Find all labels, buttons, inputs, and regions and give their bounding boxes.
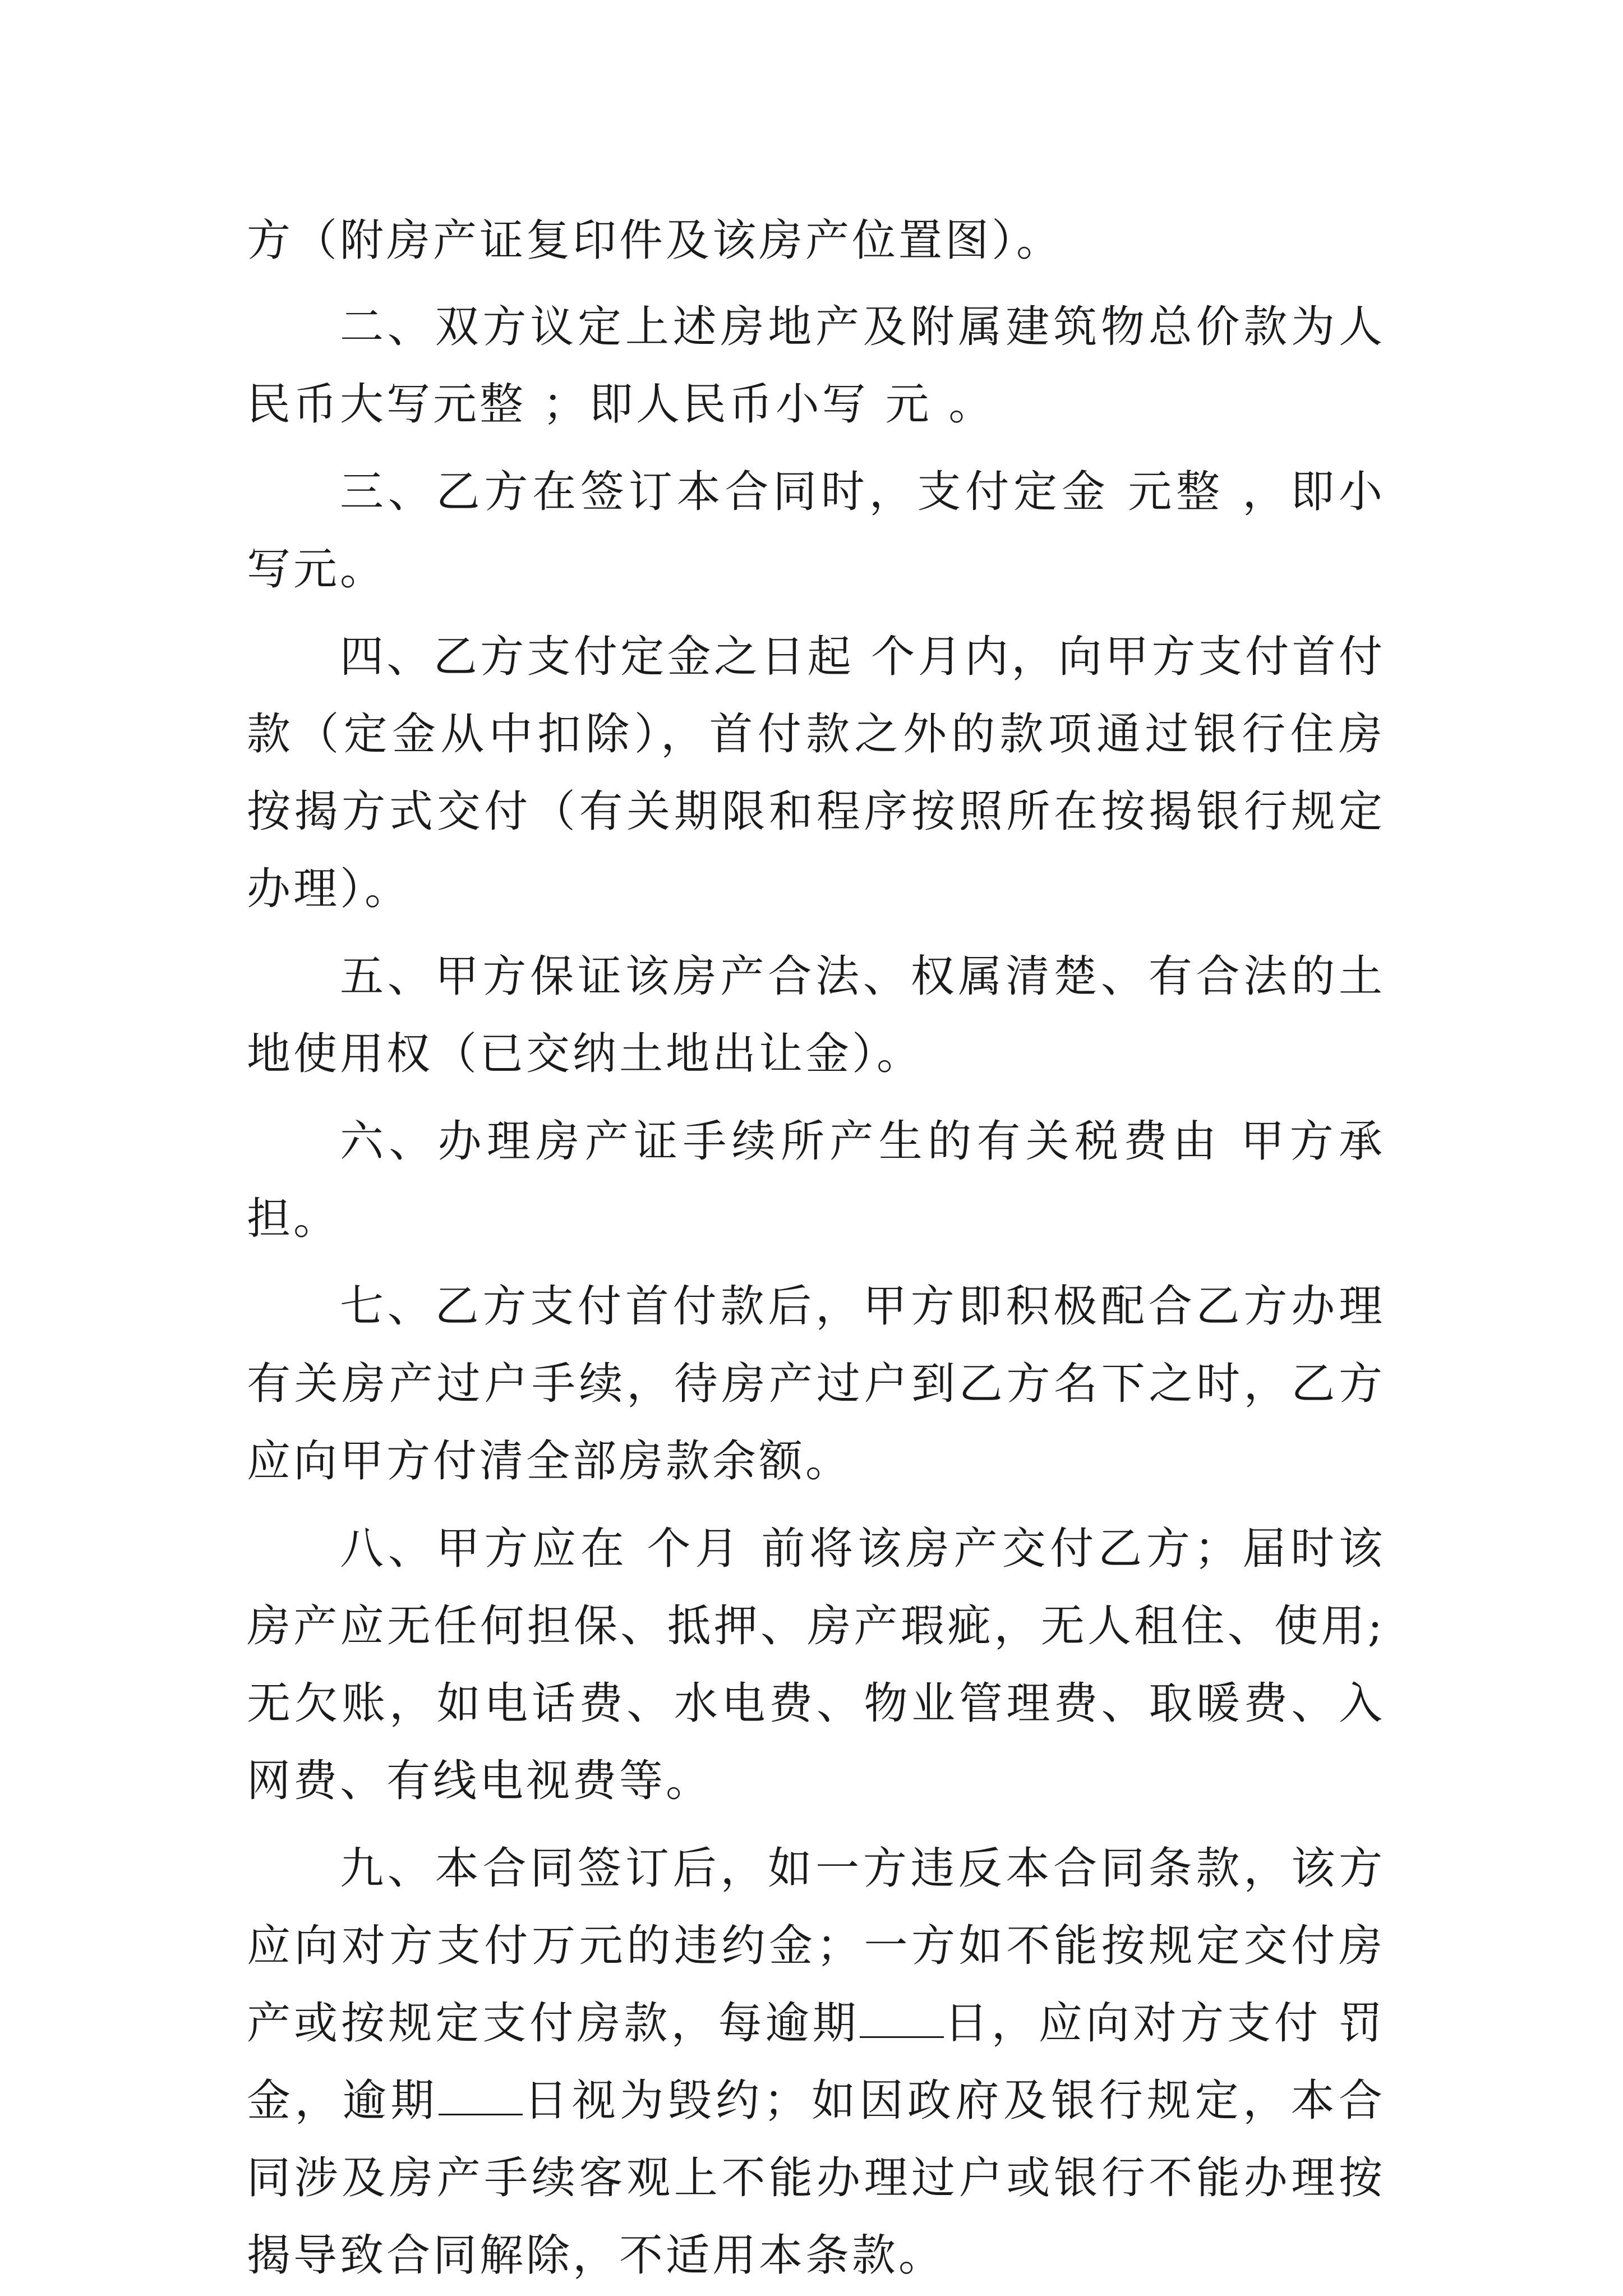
clause-8-handover: 八、甲方应在 个月 前将该房产交付乙方；届时该房产应无任何担保、抵押、房产瑕疵，无人租住、使用;无欠账，如电话费、水电费、物业管理费、取暖费、入网费、有线电视费等。 <box>247 1524 1385 1806</box>
clause-9-text-part2: 日，应向对方支付 罚金，逾期 <box>247 1998 1385 2126</box>
clause-5-seller-guarantee: 五、甲方保证该房产合法、权属清楚、有合法的土地使用权（已交纳土地出让金）。 <box>247 951 1385 1079</box>
clause-7-transfer: 七、乙方支付首付款后，甲方即积极配合乙方办理有关房产过户手续，待房产过户到乙方名下之时，乙方应向甲方付清全部房款余额。 <box>247 1281 1385 1487</box>
clause-2-total-price: 二、双方议定上述房地产及附属建筑物总价款为人民币大写元整 ；即人民币小写 元 。 <box>247 302 1385 430</box>
clause-3-deposit: 三、乙方在签订本合同时，支付定金 元整 ，即小写元。 <box>247 467 1385 595</box>
paragraph-continuation: 方（附房产证复印件及该房产位置图）。 <box>247 215 1063 266</box>
clause-4-down-payment: 四、乙方支付定金之日起 个月内，向甲方支付首付款（定金从中扣除），首付款之外的款项通过银行住房按揭方式交付（有关期限和程序按照所在按揭银行规定办理）。 <box>247 632 1385 914</box>
clause-9-text-part1: 九、本合同签订后，如一方违反本合同条款，该方应向对方支付万元的违约金；一方如不能按规定交付房产或按规定支付房款，每逾期 <box>247 1843 1385 2049</box>
clause-9-breach <box>247 1830 1385 2294</box>
contract-body <box>247 202 1385 2294</box>
blank-days-overdue <box>860 2003 944 2038</box>
clause-9-text-part3: 日视为毁约；如因政府及银行规定，本合同涉及房产手续客观上不能办理过户或银行不能办理按揭导致合同解除，不适用本条款。 <box>247 2076 1385 2281</box>
clause-6-taxes: 六、办理房产证手续所产生的有关税费由 甲方承担。 <box>247 1116 1385 1244</box>
blank-days-default <box>439 2080 523 2115</box>
